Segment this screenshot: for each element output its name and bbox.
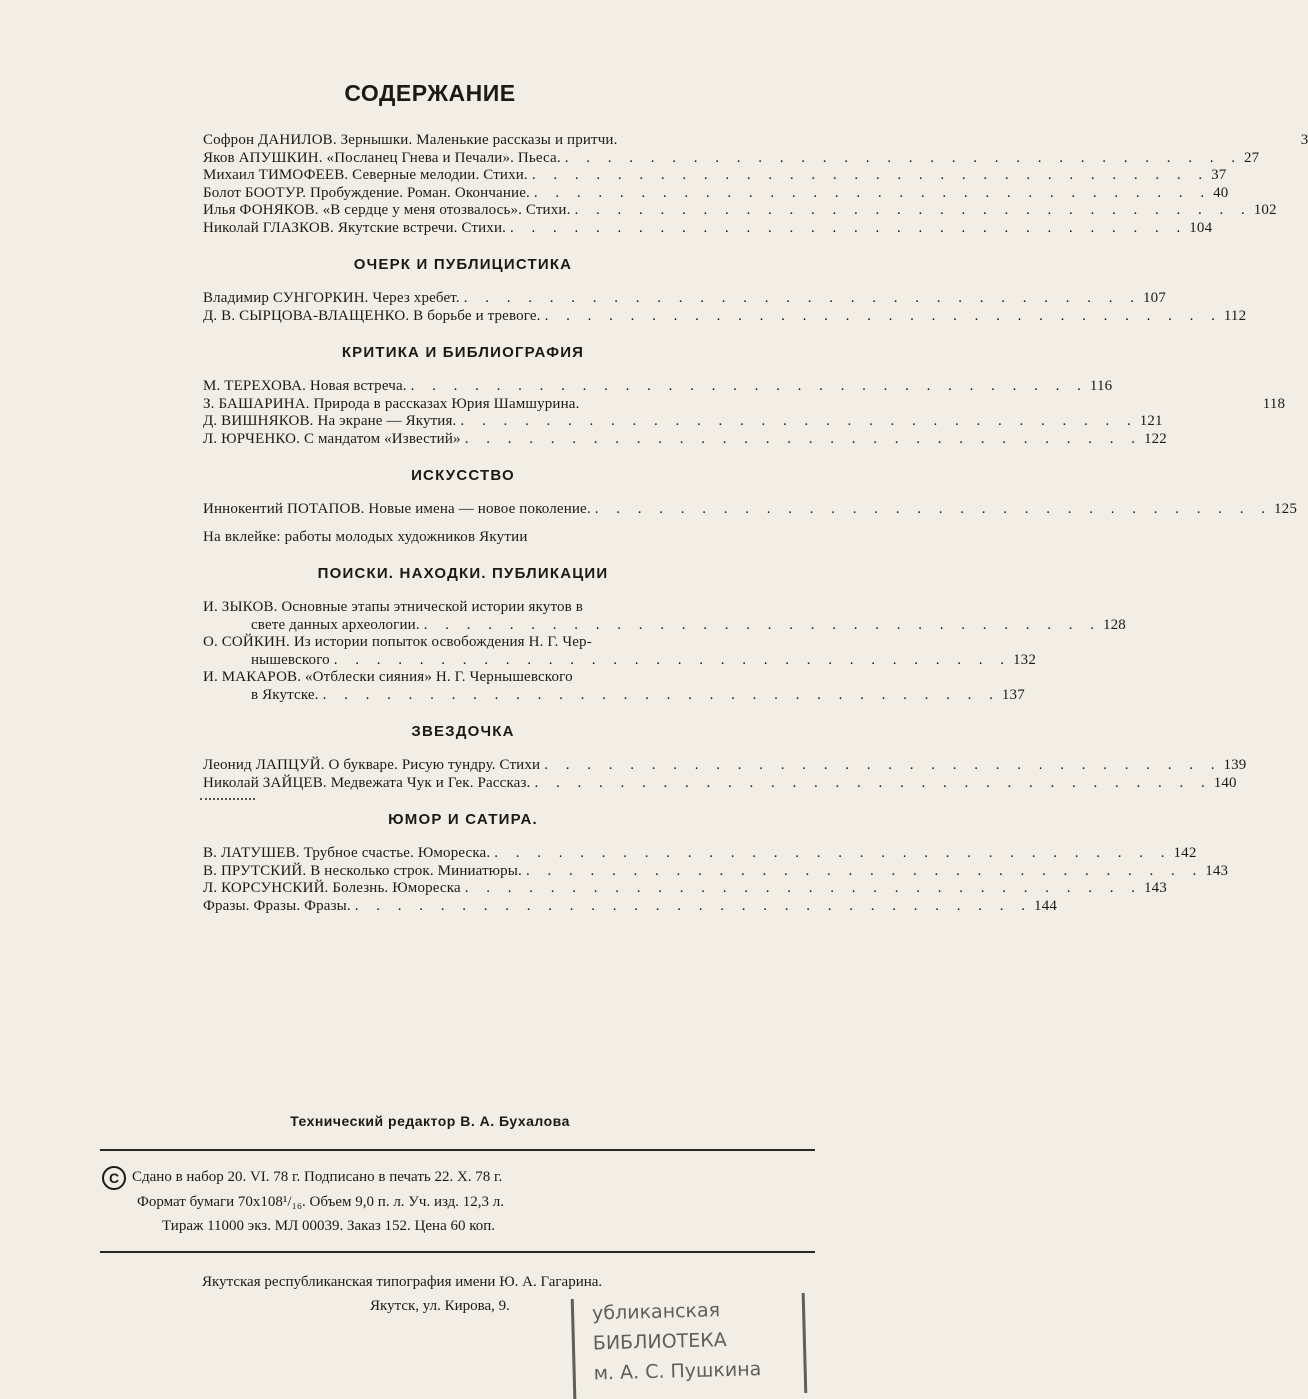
- toc-entry: [203, 599, 723, 617]
- toc-entry-title: Илья ФОНЯКОВ. «В сердце у меня отозвалось». Стихи.: [203, 202, 571, 218]
- technical-editor: Технический редактор В. А. Бухалова: [290, 1113, 570, 1129]
- toc-entry-page: 37: [1211, 167, 1227, 183]
- toc-entry-title: Яков АПУШКИН. «Посланец Гнева и Печали». Пьеса.: [203, 149, 561, 166]
- toc-entry-title: Иннокентий ПОТАПОВ. Новые имена — новое поколение.: [203, 501, 591, 517]
- stamp-line-1: убликанская: [591, 1299, 721, 1325]
- dot-leader: [456, 413, 1137, 431]
- toc-entry-page: 118: [1262, 395, 1286, 412]
- dot-leader: [351, 898, 1032, 916]
- toc-entry: [203, 290, 1166, 308]
- toc-entry: [203, 413, 1163, 431]
- section-heading: ИСКУССТВО: [411, 467, 515, 484]
- section-heading: ЗВЕЗДОЧКА: [411, 723, 515, 740]
- section-heading: ПОИСКИ. НАХОДКИ. ПУБЛИКАЦИИ: [317, 565, 609, 582]
- toc-entry-page: 112: [1223, 307, 1247, 324]
- toc-entry-page: 102: [1253, 202, 1277, 218]
- toc-entry-page: 143: [1205, 862, 1229, 879]
- copyright-icon: C: [102, 1166, 126, 1190]
- toc-entry-title: И. ЗЫКОВ. Основные этапы этнической истории якутов в: [203, 599, 583, 615]
- toc-entry: [203, 184, 1229, 203]
- imprint-line-1: [102, 1165, 504, 1190]
- imprint-line-2: Формат бумаги 70х108¹/₁₆. Объем 9,0 п. л. Уч. изд. 12,3 л.: [137, 1194, 505, 1210]
- table-of-contents: [203, 132, 1308, 915]
- divider-bottom: [100, 1251, 815, 1253]
- dot-leader: [407, 378, 1088, 396]
- dot-leader: [530, 775, 1211, 793]
- toc-entry-title: Софрон ДАНИЛОВ. Зернышки. Маленькие рассказы и притчи.: [203, 132, 618, 148]
- toc-entry-page: 104: [1189, 219, 1213, 236]
- dot-leader: [461, 431, 1142, 449]
- dot-leader: [330, 652, 1011, 670]
- toc-entry-title: Леонид ЛАПЦУЙ. О букваре. Рисую тундру. Стихи: [203, 757, 541, 773]
- toc-entry: [203, 651, 1036, 670]
- toc-entry-title: Николай ЗАЙЦЕВ. Медвежата Чук и Гек. Рассказ.: [203, 774, 531, 791]
- printer-line-2: Якутск, ул. Кирова, 9.: [370, 1298, 510, 1314]
- toc-entry: [203, 149, 1260, 168]
- dot-leader: [530, 185, 1211, 203]
- dot-leader: [506, 220, 1187, 238]
- dot-leader: [490, 845, 1171, 863]
- toc-entry-page: 140: [1213, 774, 1237, 791]
- section-heading: КРИТИКА И БИБЛИОГРАФИЯ: [341, 344, 585, 361]
- toc-entry: [203, 395, 1286, 414]
- stamp-line-3: м. А. С. Пушкина: [593, 1358, 762, 1385]
- toc-entry-page: 125: [1274, 501, 1297, 517]
- imprint-line-1-text: Сдано в набор 20. VI. 78 г. Подписано в печать 22. X. 78 г.: [132, 1169, 503, 1185]
- toc-entry-title: Фразы. Фразы. Фразы.: [203, 897, 351, 914]
- dot-leader: [541, 308, 1222, 326]
- toc-entry-page: 122: [1143, 430, 1167, 447]
- toc-entry-title: З. БАШАРИНА. Природа в рассказах Юрия Шамшурина.: [203, 395, 580, 412]
- imprint-line-3: Тираж 11000 экз. МЛ 00039. Заказ 152. Цена 60 коп.: [162, 1218, 496, 1234]
- toc-entry-page: 3: [1300, 132, 1308, 148]
- toc-entry: [203, 634, 723, 652]
- toc-entry-title: Болот БООТУР. Пробуждение. Роман. Окончание.: [203, 184, 530, 201]
- toc-entry: [203, 378, 1113, 396]
- toc-entry-page: 116: [1089, 378, 1113, 394]
- ink-smudge: [200, 790, 255, 800]
- toc-entry-page: 121: [1139, 413, 1163, 429]
- toc-entry: [203, 430, 1167, 449]
- toc-entry: [203, 757, 1247, 775]
- toc-entry-page: 144: [1034, 897, 1057, 914]
- toc-entry-title: свете данных археологии.: [251, 616, 420, 633]
- toc-entry-title: Л. КОРСУНСКИЙ. Болезнь. Юмореска: [203, 880, 461, 896]
- toc-entry-page: 132: [1013, 651, 1036, 668]
- toc-entry: [203, 686, 1025, 705]
- toc-entry: [203, 616, 1126, 635]
- dot-leader: [319, 687, 1000, 705]
- toc-entry-title: в Якутске.: [251, 686, 319, 703]
- dot-leader: [460, 290, 1141, 308]
- toc-entry: [203, 307, 1247, 326]
- toc-entry: [203, 501, 1297, 519]
- imprint-block: [102, 1165, 504, 1238]
- toc-entry-page: 27: [1244, 149, 1260, 166]
- toc-entry: [203, 202, 1277, 220]
- toc-entry: [203, 880, 1167, 898]
- toc-entry-page: 142: [1173, 845, 1197, 861]
- toc-entry: [203, 669, 723, 687]
- toc-entry-page: 107: [1143, 290, 1166, 306]
- section-heading: ОЧЕРК И ПУБЛИЦИСТИКА: [353, 256, 573, 273]
- toc-entry: [203, 167, 1227, 185]
- toc-entry-title: О. СОЙКИН. Из истории попыток освобождения Н. Г. Чер-: [203, 634, 592, 650]
- toc-entry: [203, 862, 1229, 881]
- printer-line-1: Якутская республиканская типография имени Ю. А. Гагарина.: [202, 1274, 603, 1290]
- toc-entry-title: Д. В. СЫРЦОВА-ВЛАЩЕНКО. В борьбе и тревоге.: [203, 307, 541, 324]
- toc-entry-title: нышевского: [251, 651, 330, 668]
- dot-leader: [591, 501, 1272, 519]
- toc-entry: [203, 774, 1237, 793]
- toc-entry: [203, 132, 1308, 150]
- stamp-line-2: БИБЛИОТЕКА: [592, 1329, 727, 1355]
- toc-entry-page: 137: [1001, 686, 1025, 703]
- page-title: СОДЕРЖАНИЕ: [344, 80, 516, 106]
- dot-leader: [540, 757, 1221, 775]
- toc-entry-page: 139: [1223, 757, 1247, 773]
- dot-leader: [522, 863, 1203, 881]
- toc-entry-title: Михаил ТИМОФЕЕВ. Северные мелодии. Стихи.: [203, 167, 528, 183]
- dot-leader: [570, 202, 1251, 220]
- toc-entry-page: 128: [1102, 616, 1126, 633]
- dot-leader: [461, 880, 1142, 898]
- toc-entry-title: В. ПРУТСКИЙ. В несколько строк. Миниатюры.: [203, 862, 522, 879]
- dot-leader: [528, 167, 1209, 185]
- dot-leader: [561, 150, 1242, 168]
- toc-entry: [203, 219, 1213, 238]
- section-heading: ЮМОР И САТИРА.: [388, 811, 538, 828]
- toc-entry-title: Николай ГЛАЗКОВ. Якутские встречи. Стихи.: [203, 219, 507, 236]
- toc-entry-title: Д. ВИШНЯКОВ. На экране — Якутия.: [203, 413, 457, 429]
- toc-entry: [203, 845, 1197, 863]
- toc-entry-page: 143: [1144, 880, 1167, 896]
- toc-entry-title: М. ТЕРЕХОВА. Новая встреча.: [203, 378, 407, 394]
- toc-entry-title: Владимир СУНГОРКИН. Через хребет.: [203, 290, 460, 306]
- toc-entry-title: Л. ЮРЧЕНКО. С мандатом «Известий»: [203, 430, 461, 447]
- toc-entry: [203, 897, 1057, 916]
- dot-leader: [420, 617, 1101, 635]
- toc-entry-page: 40: [1213, 184, 1229, 201]
- toc-entry-title: В. ЛАТУШЕВ. Трубное счастье. Юмореска.: [203, 845, 491, 861]
- toc-entry-title: И. МАКАРОВ. «Отблески сияния» Н. Г. Чернышевского: [203, 669, 573, 685]
- library-stamp: [571, 1293, 808, 1399]
- divider-top: [100, 1149, 815, 1151]
- section-note: На вклейке: работы молодых художников Якутии: [203, 528, 528, 545]
